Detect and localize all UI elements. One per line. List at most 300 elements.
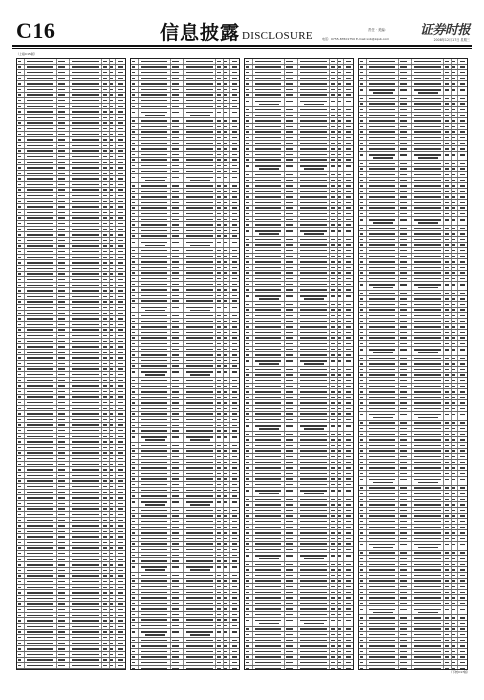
fine-print-text [103, 150, 107, 151]
fine-print-text [58, 78, 65, 79]
table-cell [17, 132, 25, 137]
table-cell [116, 70, 125, 75]
fine-print-text [186, 191, 212, 192]
table-cell [116, 266, 125, 271]
fine-print-text [232, 315, 237, 316]
table-cell [216, 76, 224, 81]
table-cell [25, 339, 57, 344]
table-cell [70, 70, 102, 75]
fine-print-text [224, 94, 227, 95]
fine-print-text [58, 503, 65, 504]
table-cell [102, 294, 110, 299]
table-cell [216, 152, 224, 157]
fine-print-text [72, 430, 98, 431]
table-cell [57, 613, 70, 618]
fine-print-text [18, 615, 22, 616]
fine-print-text [118, 72, 123, 73]
table-cell [139, 217, 171, 222]
table-cell [116, 305, 125, 310]
fine-print-text [103, 128, 107, 129]
fine-print-text [232, 83, 237, 84]
fine-print-text [110, 598, 113, 599]
fine-print-text [186, 154, 212, 155]
table-cell [216, 135, 224, 140]
fine-print-text [118, 525, 123, 526]
table-cell [216, 146, 224, 151]
fine-print-text [217, 326, 221, 327]
fine-print-text [72, 380, 98, 381]
fine-print-text [18, 106, 22, 107]
fine-print-text [27, 94, 53, 95]
table-cell [102, 501, 110, 506]
fine-print-text [18, 436, 22, 437]
fine-print-text [27, 564, 53, 565]
fine-print-text [118, 257, 123, 258]
fine-print-text [118, 61, 123, 62]
table-cell [102, 300, 110, 305]
fine-print-text [58, 469, 65, 470]
fine-print-text [118, 637, 123, 638]
table-cell [102, 389, 110, 394]
fine-print-text [58, 257, 65, 258]
table-cell [25, 76, 57, 81]
fine-print-text [27, 643, 53, 644]
fine-print-text [72, 368, 98, 369]
fine-print-text [232, 337, 237, 338]
table-cell [102, 98, 110, 103]
table-cell [116, 383, 125, 388]
table-cell [17, 333, 25, 338]
table-cell [57, 132, 70, 137]
table-cell [184, 65, 216, 70]
table-cell [25, 137, 57, 142]
table-cell [131, 104, 139, 109]
table-cell [17, 646, 25, 651]
table-cell [116, 98, 125, 103]
table-cell [70, 350, 102, 355]
table-cell [57, 87, 70, 92]
fine-print-text [58, 464, 65, 465]
fine-print-text [141, 191, 167, 192]
table-cell [102, 590, 110, 595]
fine-print-text [186, 159, 212, 160]
fine-print-text [110, 335, 113, 336]
fine-print-text [224, 207, 227, 208]
table-cell [139, 183, 171, 188]
table-cell [25, 193, 57, 198]
table-cell [70, 635, 102, 640]
fine-print-text [118, 380, 123, 381]
fine-print-text [58, 268, 65, 269]
table-cell [70, 171, 102, 176]
table-cell [216, 319, 224, 324]
fine-print-text [72, 497, 98, 498]
table-cell [17, 249, 25, 254]
table-cell [25, 109, 57, 114]
fine-print-text [103, 245, 107, 246]
fine-print-text [110, 268, 113, 269]
table-cell [139, 81, 171, 86]
fine-print-text [27, 424, 53, 425]
table-cell [17, 467, 25, 472]
table-cell [116, 596, 125, 601]
table-cell [139, 299, 171, 304]
fine-print-text [110, 240, 113, 241]
table-cell [171, 98, 184, 103]
fine-print-text [110, 139, 113, 140]
fine-print-text [58, 212, 65, 213]
table-cell [116, 546, 125, 551]
table-cell [131, 265, 139, 270]
fine-print-text [141, 242, 167, 243]
fine-print-text [27, 279, 53, 280]
fine-print-text [18, 447, 22, 448]
fine-print-text [103, 469, 107, 470]
fine-print-text [186, 165, 212, 166]
fine-print-text [217, 126, 221, 127]
table-cell [184, 330, 216, 335]
table-cell [70, 294, 102, 299]
fine-print-text [132, 78, 136, 79]
fine-print-text [58, 643, 65, 644]
table-cell [25, 165, 57, 170]
fine-print-text [217, 242, 221, 243]
fine-print-text [72, 643, 98, 644]
fine-print-text [224, 235, 227, 236]
table-cell [25, 562, 57, 567]
fine-print-text [58, 525, 65, 526]
table-cell [102, 160, 110, 165]
fine-print-text [18, 486, 22, 487]
table-cell [70, 490, 102, 495]
fine-print-text [186, 78, 212, 79]
table-cell [116, 646, 125, 651]
fine-print-text [103, 592, 107, 593]
table-cell [216, 194, 224, 199]
fine-print-text [58, 452, 65, 453]
fine-print-text [224, 337, 227, 338]
table-cell [102, 439, 110, 444]
fine-print-text [141, 343, 167, 344]
table-cell [230, 341, 239, 346]
fine-print-text [58, 480, 65, 481]
fine-print-text [118, 66, 123, 67]
table-row [131, 239, 239, 248]
table-cell [230, 217, 239, 222]
table-cell [116, 160, 125, 165]
fine-print-text [141, 154, 167, 155]
table-cell [216, 200, 224, 205]
fine-print-text [224, 300, 227, 301]
table-cell [116, 585, 125, 590]
table-cell [57, 445, 70, 450]
fine-print-text [172, 349, 179, 350]
fine-print-text [103, 145, 107, 146]
table-cell [171, 313, 184, 318]
table-cell [25, 93, 57, 98]
fine-print-text [132, 295, 136, 296]
table-cell [57, 406, 70, 411]
fine-print-text [172, 126, 179, 127]
table-cell [17, 188, 25, 193]
fine-print-text [72, 514, 98, 515]
table-cell [102, 143, 110, 148]
fine-print-text [58, 61, 65, 62]
fine-print-text [232, 131, 237, 132]
table-cell [57, 65, 70, 70]
fine-print-text [110, 452, 113, 453]
fine-print-text [110, 111, 113, 112]
table-cell [131, 189, 139, 194]
table-cell [102, 400, 110, 405]
table-cell [102, 596, 110, 601]
table-cell [171, 324, 184, 329]
fine-print-text [217, 284, 221, 285]
fine-print-text [232, 78, 237, 79]
fine-print-text [18, 542, 22, 543]
table-cell [70, 372, 102, 377]
table-cell [70, 630, 102, 635]
table-cell [102, 546, 110, 551]
table-cell [17, 121, 25, 126]
table-cell [139, 87, 171, 92]
fine-print-text [103, 134, 107, 135]
table-cell [57, 126, 70, 131]
table-cell [184, 313, 216, 318]
fine-print-text [58, 167, 65, 168]
fine-print-text [232, 230, 237, 231]
table-cell [17, 523, 25, 528]
table-cell [131, 109, 139, 117]
fine-print-text [141, 261, 167, 262]
table-cell [139, 228, 171, 233]
fine-print-text [103, 357, 107, 358]
fine-print-text [103, 273, 107, 274]
table-cell [70, 121, 102, 126]
fine-print-text [110, 346, 113, 347]
fine-print-text [224, 250, 227, 251]
fine-print-text [118, 313, 123, 314]
fine-print-text [118, 514, 123, 515]
table-cell [25, 518, 57, 523]
fine-print-text [224, 126, 227, 127]
table-cell [17, 378, 25, 383]
table-cell [17, 283, 25, 288]
fine-print-text [18, 346, 22, 347]
fine-print-text [110, 206, 113, 207]
table-cell [184, 183, 216, 188]
fine-print-text [72, 559, 98, 560]
table-cell [70, 249, 102, 254]
table-cell [116, 333, 125, 338]
table-cell [57, 361, 70, 366]
fine-print-text [118, 262, 123, 263]
table-cell [131, 206, 139, 211]
fine-print-text [232, 300, 237, 301]
fine-print-text [18, 531, 22, 532]
fine-print-text [103, 262, 107, 263]
table-cell [102, 445, 110, 450]
table-cell [184, 59, 216, 64]
table-cell [17, 406, 25, 411]
fine-print-text [27, 106, 53, 107]
table-cell [70, 557, 102, 562]
fine-print-text [18, 279, 22, 280]
table-cell [116, 574, 125, 579]
fine-print-text [103, 100, 107, 101]
fine-print-text [58, 542, 65, 543]
table-cell [25, 462, 57, 467]
table-cell [17, 473, 25, 478]
fine-print-text [132, 112, 136, 113]
table-cell [25, 255, 57, 260]
fine-print-text [103, 665, 107, 666]
table-cell [131, 98, 139, 103]
fine-print-text [103, 503, 107, 504]
table-cell [70, 188, 102, 193]
table-cell [17, 658, 25, 663]
fine-print-text [27, 184, 53, 185]
fine-print-text [118, 581, 123, 582]
fine-print-text [103, 581, 107, 582]
fine-print-text [72, 620, 98, 621]
table-cell [102, 562, 110, 567]
fine-print-text [58, 189, 65, 190]
table-cell [102, 165, 110, 170]
fine-print-text [72, 570, 98, 571]
fine-print-text [72, 240, 98, 241]
fine-print-text [18, 78, 22, 79]
table-cell [184, 158, 216, 163]
fine-print-text [72, 464, 98, 465]
table-cell [25, 288, 57, 293]
fine-print-text [18, 475, 22, 476]
table-cell [116, 339, 125, 344]
fine-print-text [18, 520, 22, 521]
fine-print-text [103, 575, 107, 576]
fine-print-text [232, 278, 237, 279]
table-cell [216, 254, 224, 259]
fine-print-text [224, 230, 227, 231]
table-cell [184, 146, 216, 151]
table-cell [57, 658, 70, 663]
fine-print-text [186, 202, 212, 203]
masthead [12, 18, 472, 44]
fine-print-text [72, 436, 98, 437]
table-cell [230, 313, 239, 318]
table-cell [17, 529, 25, 534]
table-cell [17, 428, 25, 433]
fine-print-text [118, 469, 123, 470]
fine-print-text [110, 380, 113, 381]
table-cell [116, 467, 125, 472]
fine-print-text [103, 542, 107, 543]
fine-print-text [18, 497, 22, 498]
fine-print-text [18, 503, 22, 504]
fine-print-text [18, 145, 22, 146]
fine-print-text [72, 447, 98, 448]
table-cell [216, 282, 224, 287]
fine-print-text [58, 195, 65, 196]
table-cell [70, 618, 102, 623]
table-row [17, 663, 125, 669]
table-cell [116, 188, 125, 193]
fine-print-text [224, 284, 227, 285]
table-cell [184, 189, 216, 194]
fine-print-text [72, 665, 98, 666]
table-cell [17, 484, 25, 489]
fine-print-text [27, 559, 53, 560]
masthead-rule-thin [12, 48, 472, 49]
fine-print-text [27, 178, 53, 179]
table-cell [116, 255, 125, 260]
table-cell [131, 271, 139, 276]
fine-print-text [172, 165, 179, 166]
fine-print-text [103, 285, 107, 286]
fine-print-text [103, 643, 107, 644]
fine-print-text [118, 643, 123, 644]
fine-print-text [118, 296, 123, 297]
table-cell [131, 70, 139, 75]
table-cell [230, 93, 239, 98]
fine-print-text [18, 201, 22, 202]
table-cell [216, 109, 224, 117]
table-cell [116, 613, 125, 618]
fine-print-text [27, 83, 53, 84]
table-cell [70, 658, 102, 663]
table-cell [57, 579, 70, 584]
table-cell [230, 189, 239, 194]
table-cell [57, 378, 70, 383]
table-cell [230, 163, 239, 168]
table-cell [171, 104, 184, 109]
table-cell [17, 490, 25, 495]
table-cell [57, 171, 70, 176]
table-cell [230, 174, 239, 182]
fine-print-text [172, 171, 179, 172]
fine-print-text [27, 189, 53, 190]
table-cell [131, 59, 139, 64]
fine-print-text [141, 315, 167, 316]
fine-print-text [118, 134, 123, 135]
fine-print-text [118, 609, 123, 610]
table-cell [116, 624, 125, 629]
fine-print-text [72, 542, 98, 543]
fine-print-text [18, 648, 22, 649]
table-cell [216, 206, 224, 211]
table-cell [171, 152, 184, 157]
fine-print-text [103, 257, 107, 258]
table-cell [230, 130, 239, 135]
table-cell [17, 411, 25, 416]
fine-print-text [132, 256, 136, 257]
fine-print-text [27, 402, 53, 403]
fine-print-text [110, 497, 113, 498]
table-cell [171, 336, 184, 341]
fine-print-text [232, 196, 237, 197]
fine-print-text [58, 441, 65, 442]
fine-print-text [132, 315, 136, 316]
fine-print-text [110, 100, 113, 101]
fine-print-text [27, 167, 53, 168]
fine-print-text [186, 284, 212, 285]
table-cell [102, 540, 110, 545]
fine-print-text [27, 447, 53, 448]
fine-print-text [18, 575, 22, 576]
table-cell [17, 210, 25, 215]
fine-print-text [141, 230, 167, 231]
fine-print-text [141, 278, 167, 279]
